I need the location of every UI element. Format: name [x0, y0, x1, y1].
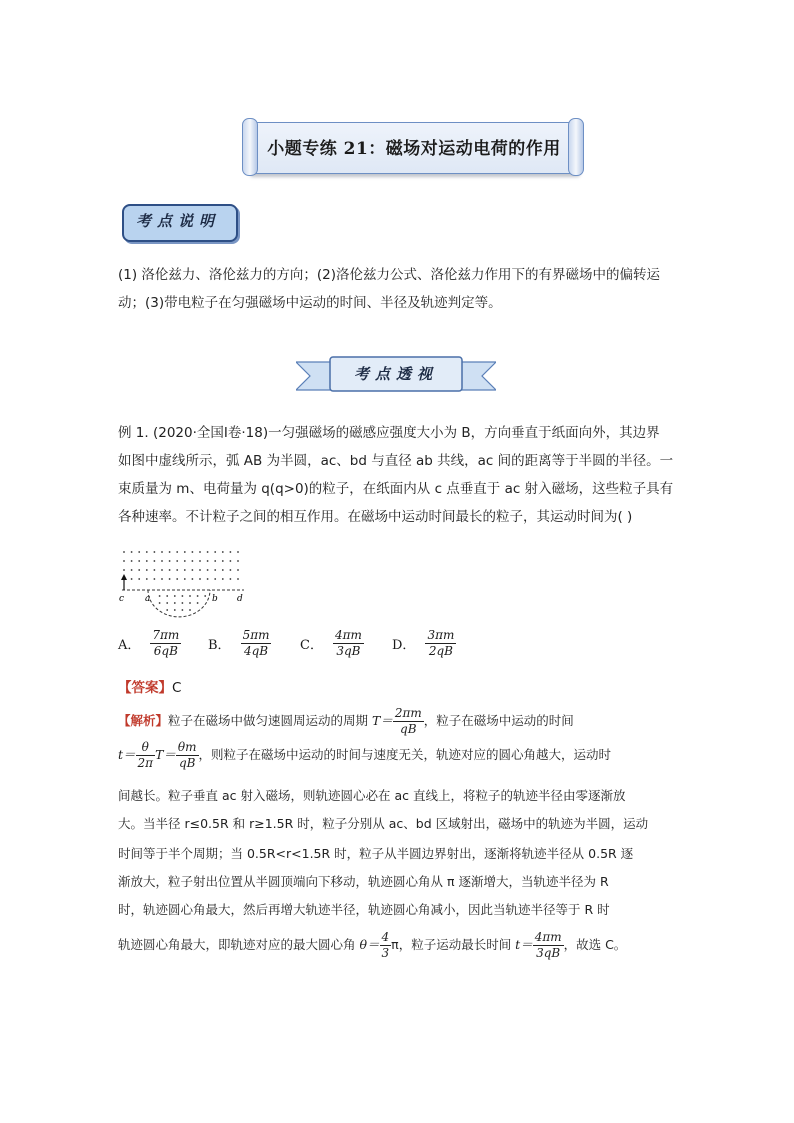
field-dot: [176, 560, 178, 562]
point-c-label: c: [119, 594, 125, 604]
field-dot: [207, 560, 209, 562]
field-dot: [237, 560, 239, 562]
field-dot: [174, 595, 176, 597]
field-dot: [197, 602, 199, 604]
field-dot: [230, 551, 232, 553]
field-dot: [230, 569, 232, 571]
field-dots: [123, 551, 239, 611]
field-dot: [146, 569, 148, 571]
explain-line: 动；(3)带电粒子在匀强磁场中运动的时间、半径及轨迹判定等。: [118, 295, 502, 311]
field-dot: [222, 569, 224, 571]
field-dot: [166, 602, 168, 604]
analysis-line-1: 【解析】粒子在磁场中做匀速圆周运动的周期 T＝ $\frac{2\pi m}{qB}$ ，粒子在磁场中运动的时间: [118, 706, 574, 736]
field-dot: [131, 560, 133, 562]
field-dot: [184, 578, 186, 580]
option-c-label: C．: [300, 638, 323, 653]
page-title: 小题专练 21：磁场对运动电荷的作用: [267, 139, 561, 159]
field-dot: [214, 560, 216, 562]
field-dot: [176, 551, 178, 553]
field-dot: [154, 569, 156, 571]
field-dot: [189, 609, 191, 611]
field-dot: [146, 560, 148, 562]
point-d-label: d: [237, 594, 243, 604]
option-a-fraction: $\frac{7\pi m}{6qB}$: [152, 628, 180, 658]
example-line: 各种速率。不计粒子之间的相互作用。在磁场中运动时间最长的粒子，其运动时间为( ): [118, 509, 633, 525]
field-dot: [182, 595, 184, 597]
field-dot: [169, 551, 171, 553]
velocity-arrowhead: [121, 574, 127, 580]
option-d[interactable]: [392, 628, 456, 659]
analysis-line-6: 渐放大，粒子射出位置从半圆顶端向下移动，轨迹圆心角从 π 逐渐增大，当轨迹半径为 R: [118, 874, 609, 889]
example-line: 例 1. (2020·全国Ⅰ卷·18)一匀强磁场的磁感应强度大小为 B，方向垂直于纸面向外，其边界: [118, 425, 660, 441]
field-dot: [159, 602, 161, 604]
field-dot: [146, 578, 148, 580]
answer-label: 【答案】: [118, 680, 172, 696]
option-a[interactable]: [118, 628, 181, 659]
option-a-label: A．: [118, 638, 141, 653]
field-dot: [214, 578, 216, 580]
analysis-line-3: 间越长。粒子垂直 ac 射入磁场，则轨迹圆心必在 ac 直线上，将粒子的轨迹半径由零逐渐放: [118, 788, 626, 803]
field-dot: [237, 551, 239, 553]
scroll-roll-left: [242, 118, 258, 176]
field-dot: [222, 551, 224, 553]
field-dot: [184, 560, 186, 562]
field-dot: [161, 578, 163, 580]
field-dot: [146, 551, 148, 553]
field-dot: [230, 578, 232, 580]
option-c[interactable]: [300, 628, 364, 659]
field-dot: [161, 551, 163, 553]
field-dot: [169, 560, 171, 562]
field-dot: [237, 569, 239, 571]
field-dot: [222, 560, 224, 562]
point-b-label: b: [212, 594, 218, 604]
option-c-fraction: $\frac{4\pi m}{3qB}$: [334, 628, 362, 658]
field-dot: [159, 595, 161, 597]
explain-line: (1) 洛伦兹力、洛伦兹力的方向；(2)洛伦兹力公式、洛伦兹力作用下的有界磁场中的偏转运: [118, 267, 661, 283]
option-d-fraction: $\frac{3\pi m}{2qB}$: [427, 628, 455, 658]
analysis-line-7: 时，轨迹圆心角最大，然后再增大轨迹半径，轨迹圆心角减小，因此当轨迹半径等于 R 时: [118, 902, 610, 917]
field-dot: [197, 595, 199, 597]
analysis-line-2: t＝ $\frac{\theta}{2\pi}$ T＝ $\frac{\theta m}{qB}$ ，则粒子在磁场中运动的时间与速度无关，轨迹对应的圆心角越大，运动时: [118, 740, 612, 770]
field-dot: [192, 560, 194, 562]
point-a-label: a: [145, 594, 151, 604]
field-dot: [207, 569, 209, 571]
option-b[interactable]: [208, 628, 271, 659]
field-dot: [174, 602, 176, 604]
field-dot: [199, 569, 201, 571]
section-badge-explain-label: 考点说明: [135, 212, 220, 230]
option-d-label: D．: [392, 638, 416, 653]
field-dot: [214, 569, 216, 571]
semicircle-boundary: [148, 590, 210, 617]
answer-value: C: [172, 680, 182, 696]
field-dot: [207, 578, 209, 580]
field-dot: [176, 578, 178, 580]
field-dot: [169, 578, 171, 580]
field-dot: [204, 595, 206, 597]
field-dot: [184, 569, 186, 571]
field-dot: [123, 560, 125, 562]
field-dot: [138, 551, 140, 553]
section-ribbon-focus-label: 考点透视: [353, 365, 438, 383]
magnetic-field-figure: [116, 546, 250, 622]
field-dot: [131, 578, 133, 580]
field-dot: [199, 578, 201, 580]
field-dot: [166, 609, 168, 611]
field-dot: [189, 595, 191, 597]
analysis-block: [118, 704, 678, 974]
field-dot: [138, 569, 140, 571]
field-dot: [123, 569, 125, 571]
field-dot: [199, 560, 201, 562]
field-dot: [138, 578, 140, 580]
field-dot: [192, 578, 194, 580]
field-dot: [123, 551, 125, 553]
field-dot: [138, 560, 140, 562]
option-b-label: B．: [208, 638, 231, 653]
scroll-roll-right: [568, 118, 584, 176]
field-dot: [131, 551, 133, 553]
example-line: 如图中虚线所示，弧 AB 为半圆，ac、bd 与直径 ab 共线，ac 间的距离等于半圆的半径。一: [118, 453, 674, 469]
field-dot: [154, 560, 156, 562]
field-dot: [166, 595, 168, 597]
example-line: 束质量为 m、电荷量为 q(q>0)的粒子，在纸面内从 c 点垂直于 ac 射入磁场，这些粒子具有: [118, 481, 674, 497]
analysis-line-4: 大。当半径 r≤0.5R 和 r≥1.5R 时，粒子分别从 ac、bd 区域射出，磁场中的轨迹为半圆，运动: [118, 816, 649, 831]
field-dot: [154, 551, 156, 553]
explain-paragraph: [118, 262, 678, 322]
field-dot: [161, 569, 163, 571]
field-dot: [174, 609, 176, 611]
field-dot: [199, 551, 201, 553]
field-dot: [230, 560, 232, 562]
field-dot: [189, 602, 191, 604]
field-dot: [192, 551, 194, 553]
example-problem: [118, 420, 678, 530]
analysis-line-8: 轨迹圆心角最大，即轨迹对应的最大圆心角 θ＝ $\frac{4}{3}$ π，粒子运动最长时间 t＝ $\frac{4\pi m}{3qB}$ ，故选 C。: [118, 930, 627, 960]
field-dot: [222, 578, 224, 580]
field-dot: [184, 551, 186, 553]
field-dot: [237, 578, 239, 580]
field-dot: [154, 578, 156, 580]
field-dot: [169, 569, 171, 571]
field-dot: [176, 569, 178, 571]
answer-row: [118, 676, 181, 696]
field-dot: [214, 551, 216, 553]
option-b-fraction: $\frac{5\pi m}{4qB}$: [242, 628, 270, 658]
field-dot: [161, 560, 163, 562]
field-dot: [131, 569, 133, 571]
field-dot: [182, 609, 184, 611]
field-dot: [207, 551, 209, 553]
field-dot: [182, 602, 184, 604]
field-dot: [192, 569, 194, 571]
analysis-line-5: 时间等于半个周期；当 0.5R<r<1.5R 时，粒子从半圆边界射出，逐渐将轨迹半径从 0.5R 逐: [118, 846, 634, 861]
